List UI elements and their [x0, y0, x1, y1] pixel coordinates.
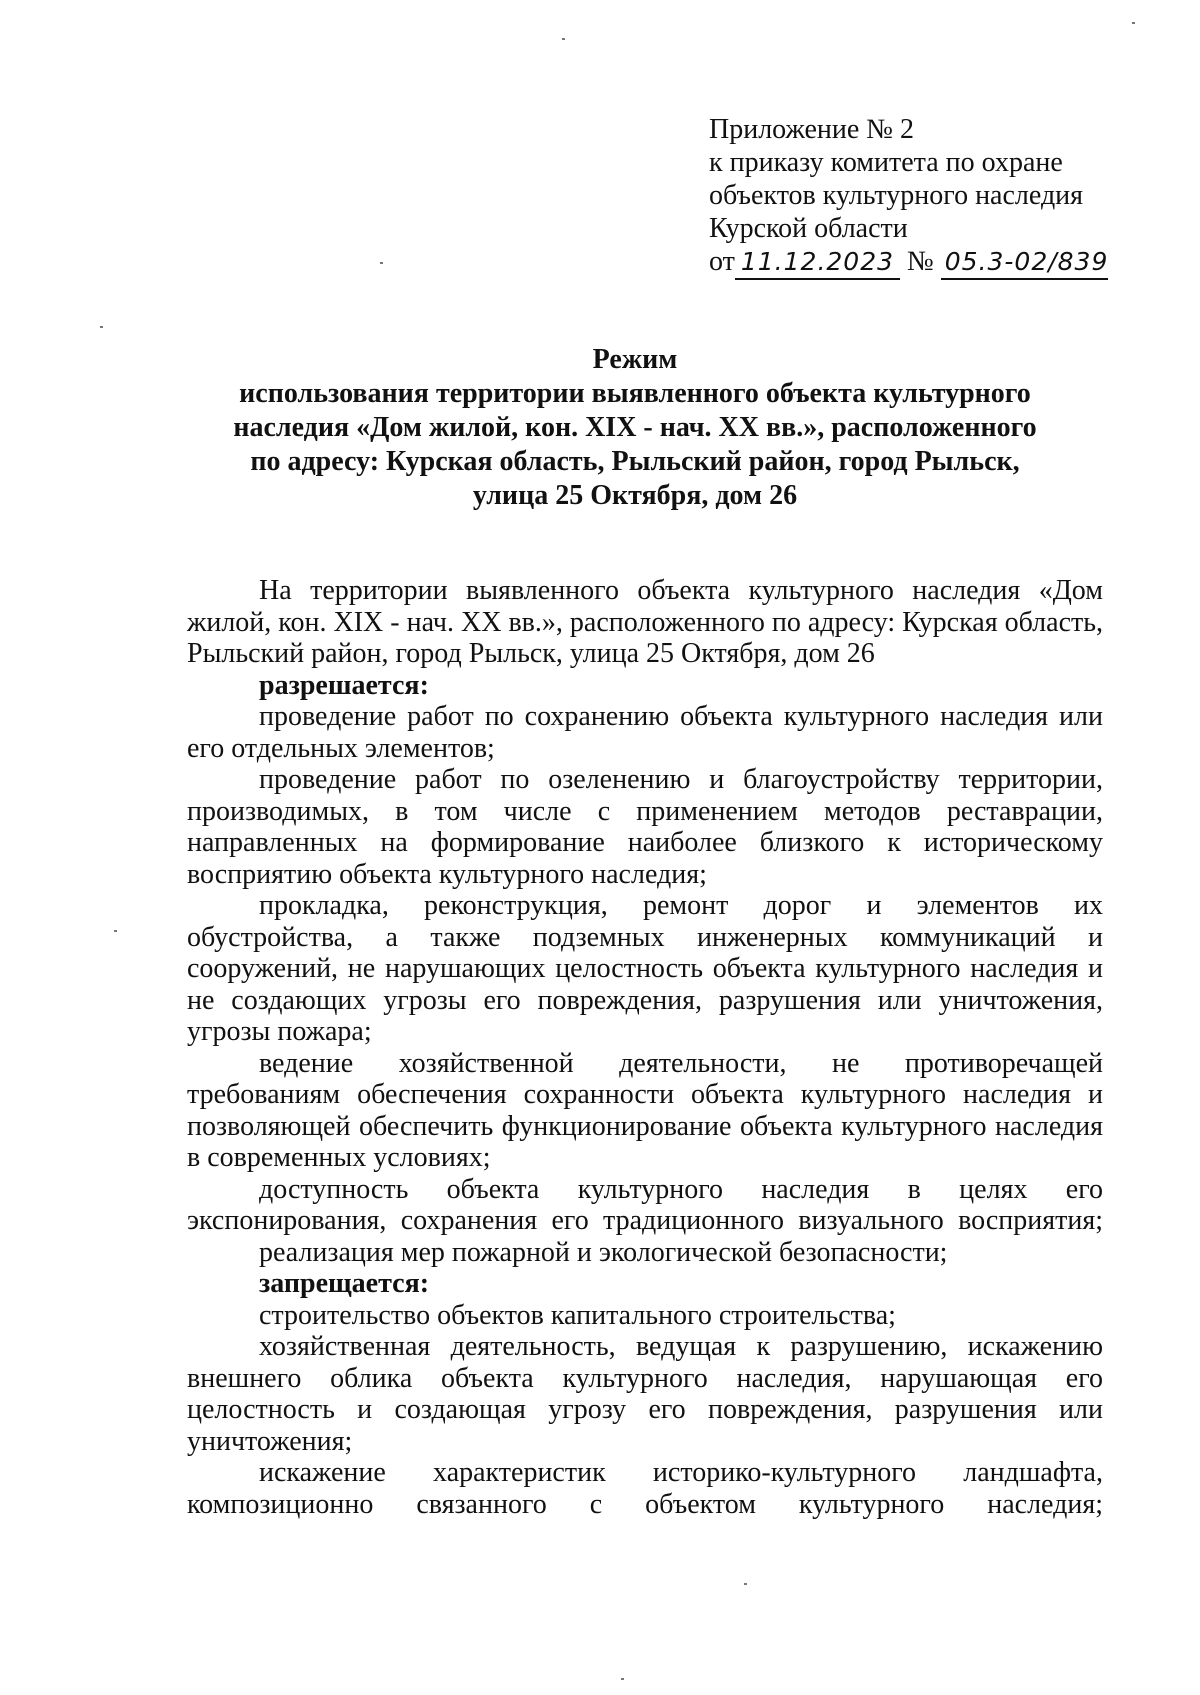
title-line-4: по адресу: Курская область, Рыльский район, город Рыльск, — [250, 446, 1020, 477]
forbidden-item: строительство объектов капитального строительства; — [259, 1299, 896, 1331]
intro-paragraph: На территории выявленного объекта культурного наследия «Дом жилой, кон. XIX - нач. XX вв.», расположенного по адресу: Курская область, Рыльский район, город Рыльск, улица 25 Октября, дом 26 — [187, 575, 1103, 669]
date-prefix: от — [709, 246, 735, 277]
allowed-item: проведение работ по озеленению и благоустройству территории, производимых, в том числе с применением методов реставрации, направленных на формирование наиболее близкого к историческому восприятию объекта культурного наследия; — [187, 764, 1103, 890]
scan-speck — [1132, 22, 1135, 24]
allowed-item: доступность объекта культурного наследия в целях его экспонирования, сохранения его традиционного визуального восприятия; — [187, 1173, 1103, 1236]
title-line-5: улица 25 Октября, дом 26 — [472, 480, 798, 511]
order-date: 11.12.2023 — [740, 247, 895, 276]
forbidden-heading: запрещается: — [259, 1268, 430, 1299]
document-body — [187, 575, 1103, 1520]
document-title — [200, 343, 1070, 513]
scan-speck — [380, 262, 383, 264]
annex-region-line: Курской области — [709, 213, 908, 244]
allowed-item: проведение работ по сохранению объекта культурного наследия или его отдельных элементов; — [187, 701, 1103, 764]
scan-speck — [114, 930, 117, 932]
annex-order-line: к приказу комитета по охране — [709, 147, 1063, 178]
forbidden-item: хозяйственная деятельность, ведущая к разрушению, искажению внешнего облика объекта культурного наследия, нарушающая его целостность и создающая угрозу его повреждения, разрушения или уничтожения; — [187, 1331, 1103, 1457]
annex-date-number-line — [709, 245, 1179, 280]
scan-speck — [100, 326, 103, 328]
title-line-3: наследия «Дом жилой, кон. XIX - нач. XX вв.», расположенного — [233, 412, 1037, 443]
number-sign: № — [907, 246, 934, 277]
title-line-1: Режим — [592, 344, 678, 375]
allowed-item: реализация мер пожарной и экологической безопасности; — [259, 1236, 948, 1268]
forbidden-item: искажение характеристик историко-культурного ландшафта, композиционно связанного с объектом культурного наследия; — [187, 1457, 1103, 1520]
annex-block — [709, 113, 1179, 280]
scan-speck — [562, 38, 565, 40]
annex-committee-line: объектов культурного наследия — [709, 180, 1084, 211]
allowed-item: ведение хозяйственной деятельности, не противоречащей требованиям обеспечения сохранности объекта культурного наследия и позволяющей обеспечить функционирование объекта культурного наследия в современных условиях; — [187, 1047, 1103, 1173]
allowed-heading: разрешается: — [259, 669, 429, 701]
order-number: 05.3-02/839 — [944, 247, 1109, 276]
allowed-item: прокладка, реконструкция, ремонт дорог и элементов их обустройства, а также подземных инженерных коммуникаций и сооружений, не нарушающих целостность объекта культурного наследия и не создающих угрозы его повреждения, разрушения или уничтожения, угрозы пожара; — [187, 890, 1103, 1047]
title-line-2: использования территории выявленного объекта культурного — [239, 378, 1031, 409]
scan-speck — [744, 1583, 747, 1585]
scan-speck — [621, 1678, 624, 1680]
annex-title: Приложение № 2 — [709, 114, 914, 145]
